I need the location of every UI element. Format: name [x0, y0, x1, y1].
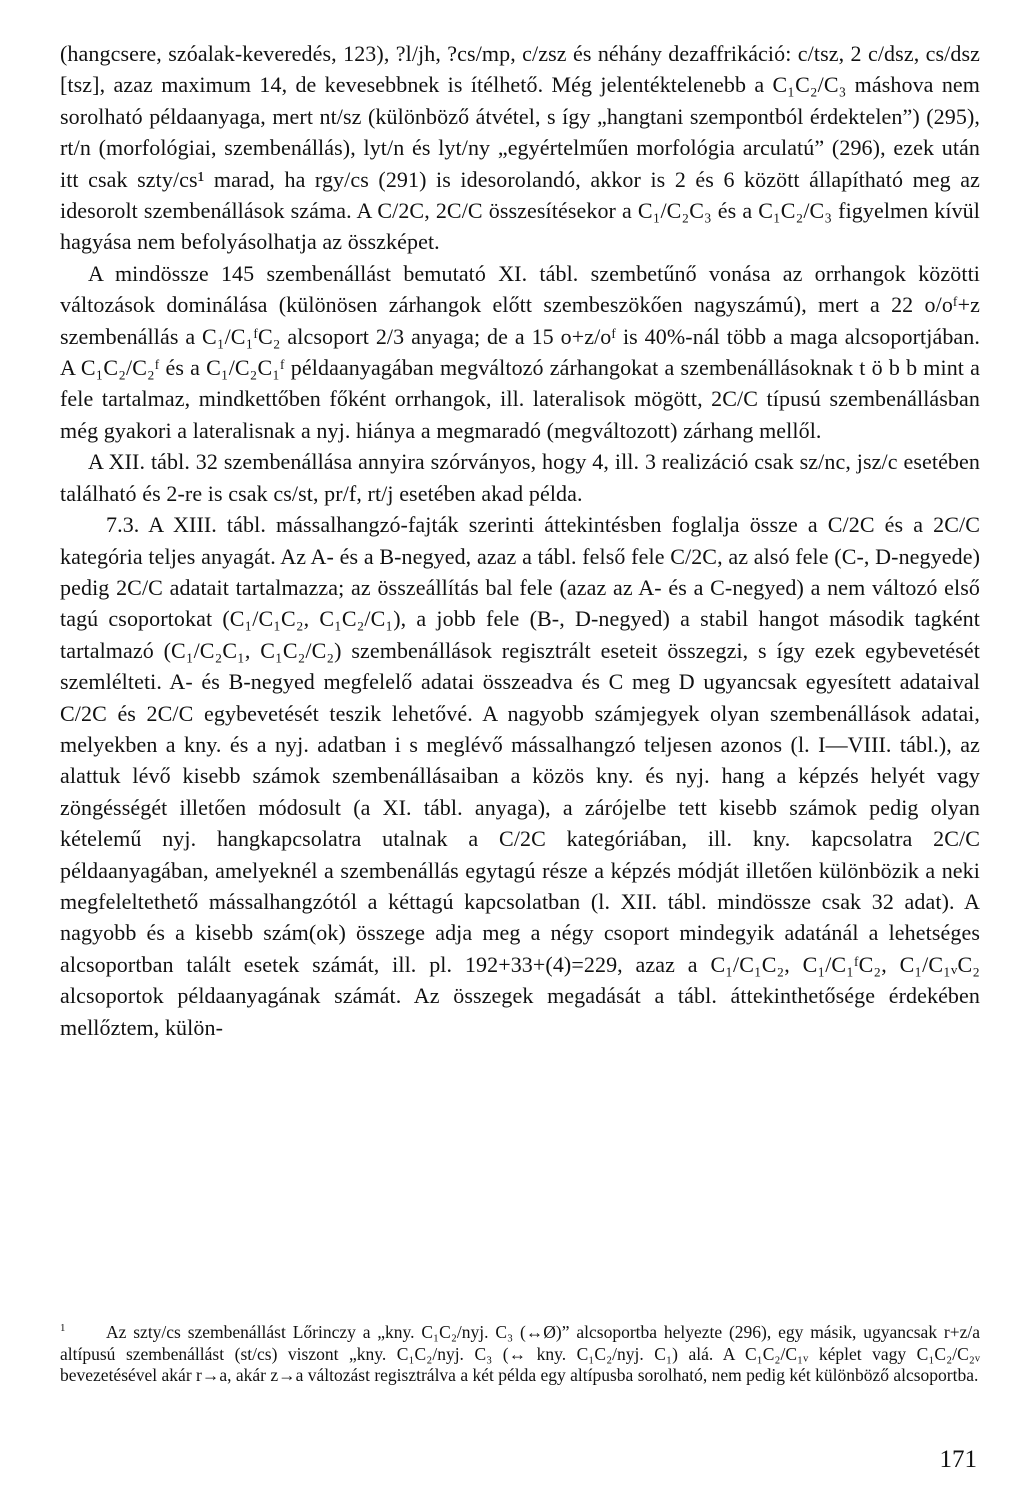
footnote-text: Az szty/cs szembenállást Lőrinczy a „kny. C₁C₂/nyj. C₃ (↔Ø)” alcsoportba helyezte (296), egy másik, ugyancsak r+z/a altípusú szembenállást (st/cs) viszont „kny. C₁C₂/nyj. C₃ (↔ kny. C₁C₂/nyj. C₁) alá. A C₁C₂/C₁ᵥ képlet vagy C₁C₂/C₂ᵥ bevezetésével akár r→a, akár z→a változást regisztrálva a két példa egy altípusba sorolható, nem pedig két különböző alcsoportba. [60, 1322, 980, 1385]
main-text [60, 38, 980, 1043]
paragraph-2: A mindössze 145 szembenállást bemutató XI. tábl. szembetűnő vonása az orrhangok közötti változások dominálása (különösen zárhangok előtt szembeszökően nagyszámú), mert a 22 o/oᶠ+z szembenállás a C₁/C₁ᶠC₂ alcsoport 2/3 anyaga; de a 15 o+z/oᶠ is 40%-nál több a maga alcsoportjában. A C₁C₂/C₂ᶠ és a C₁/C₂C₁ᶠ példaanyagában megváltozó zárhangokat a szembenállásoknak t ö b b mint a fele tartalmaz, mindkettőben főként orrhangok, ill. lateralisok mögött, 2C/C típusú szembenállásban még gyakori a lateralisnak a nyj. hiánya a megmaradó (megváltozott) zárhang mellől. [60, 260, 980, 443]
paragraph-4: 7.3. A XIII. tábl. mássalhangzó-fajták szerinti áttekintésben foglalja össze a C/2C és a 2C/C kategória teljes anyagát. Az A- és a B-negyed, azaz a tábl. felső fele C/2C, az alsó fele (C-, D-negyede) pedig 2C/C adatait tartalmazza; az összeállítás bal fele (azaz az A- és a C-negyed) a nem változó első tagú csoportokat (C₁/C₁C₂, C₁C₂/C₁), a jobb fele (B-, D-negyed) a stabil hangot második tagként tartalmazó (C₁/C₂C₁, C₁C₂/C₂) szembenállások regisztrált eseteit összegzi, s így ezek egybevetését szemlélteti. A- és B-negyed megfelelő adatai összeadva és C meg D ugyancsak egyesített adataival C/2C és 2C/C egybevetését teszik lehetővé. A nagyobb számjegyek olyan szembenállások adatai, melyekben a kny. és a nyj. adatban i s meglévő mássalhangzó teljesen azonos (l. I—VIII. tábl.), az alattuk lévő kisebb számok szembenállásaiban a közös kny. és nyj. hang a képzés helyét vagy zöngésségét illetően módosult (a XI. tábl. anyaga), a zárójelbe tett kisebb számok pedig olyan kételemű nyj. hangkapcsolatra utalnak a C/2C kategóriában, ill. kny. kapcsolatra 2C/C példaanyagában, amelyeknél a szembenállás egytagú része a képzés módját illetően különbözik a neki megfeleltethető mássalhangzótól a kéttagú kapcsolatban (l. XII. tábl. mindössze csak 32 adat). A nagyobb és a kisebb szám(ok) összege adja meg a négy csoport mindegyik adatánál a lehetséges alcsoportban talált esetek számát, ill. pl. 192+33+(4)=229, azaz a C₁/C₁C₂, C₁/C₁ᶠC₂, C₁/C₁ᵥC₂ alcsoportok példaanyagának számát. Az összegek megadását a tábl. áttekinthetősége érdekében mellőztem, külön- [60, 512, 980, 1040]
paragraph-1: (hangcsere, szóalak-keveredés, 123), ?l/jh, ?cs/mp, c/zsz és néhány dezaffrikáció: c/tsz, 2 c/dsz, cs/dsz [tsz], azaz maximum 14, de kevesebbnek is ítélhető. Még jelentéktelenebb a C₁C₂/C₃ máshova nem sorolható példaanyaga, mert nt/sz (különböző átvétel, s így „hangtani szempontból érdektelen”) (295), rt/n (morfológiai, szembenállás), lyt/n és lyt/ny „egyértelműen morfológia arculatú” (296), ezek után itt csak szty/cs¹ marad, ha rgy/cs (291) is idesorolandó, akkor is 2 és 6 között állapítható meg az idesorolt szembenállások száma. A C/2C, 2C/C összesítésekor a C₁/C₂C₃ és a C₁C₂/C₃ figyelmen kívül hagyása nem befolyásolhatja az összképet. [60, 41, 980, 255]
page-number: 171 [939, 1446, 977, 1473]
footnote [60, 1322, 980, 1387]
footnote-marker: 1 [60, 1322, 66, 1335]
paragraph-3: A XII. tábl. 32 szembenállása annyira szórványos, hogy 4, ill. 3 realizáció csak sz/nc, jsz/c esetében található és 2-re is csak cs/st, pr/f, rt/j esetében akad példa. [60, 449, 980, 506]
